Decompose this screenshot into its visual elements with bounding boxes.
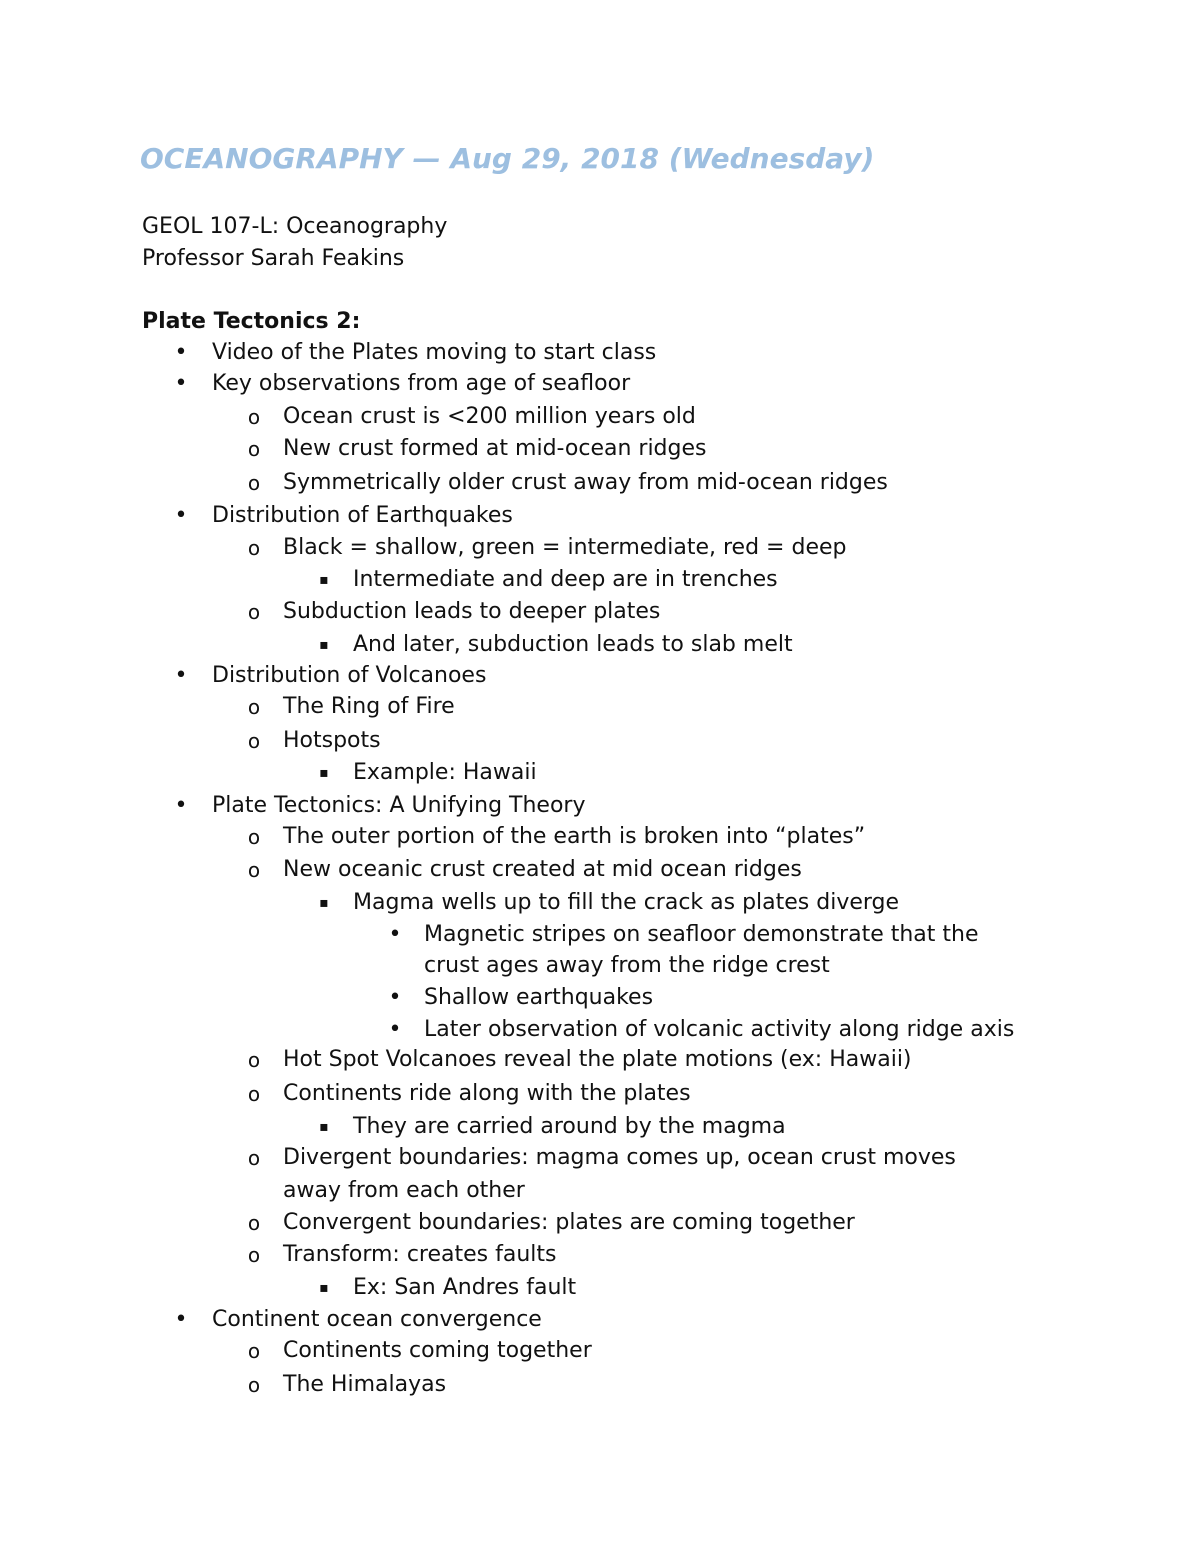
bullet-level-3-icon: ▪	[319, 765, 329, 781]
bullet-level-1-icon: •	[174, 663, 188, 688]
bullet-level-3-icon: ▪	[319, 1280, 329, 1296]
bullet-level-1-icon: •	[174, 371, 188, 396]
section-heading: Plate Tectonics 2:	[142, 309, 361, 334]
list-item-level-4: Shallow earthquakes	[424, 985, 654, 1010]
bullet-level-2-icon: o	[247, 600, 261, 624]
list-item-level-3: Magma wells up to fill the crack as plates diverge	[353, 890, 900, 915]
list-item-level-3: Ex: San Andres fault	[353, 1275, 577, 1300]
list-item-level-2: Symmetrically older crust away from mid-ocean ridges	[283, 470, 888, 495]
professor-name: Professor Sarah Feakins	[142, 246, 405, 271]
list-item-level-1: Continent ocean convergence	[212, 1307, 542, 1332]
list-item-level-2: Divergent boundaries: magma comes up, ocean crust moves	[283, 1145, 956, 1170]
list-item-level-2: Black = shallow, green = intermediate, red = deep	[283, 535, 847, 560]
bullet-level-2-icon: o	[247, 695, 261, 719]
list-item-level-2: New oceanic crust created at mid ocean ridges	[283, 857, 802, 882]
list-item-level-2: Hot Spot Volcanoes reveal the plate motions (ex: Hawaii)	[283, 1047, 912, 1072]
list-item-level-4: Later observation of volcanic activity along ridge axis	[424, 1017, 1015, 1042]
list-item-level-2: Continents coming together	[283, 1338, 592, 1363]
list-item-level-2: away from each other	[283, 1178, 525, 1203]
list-item-level-1: Key observations from age of seafloor	[212, 371, 631, 396]
bullet-level-1-icon: •	[174, 503, 188, 528]
list-item-level-3: Example: Hawaii	[353, 760, 537, 785]
list-item-level-2: Continents ride along with the plates	[283, 1081, 691, 1106]
list-item-level-2: Convergent boundaries: plates are coming together	[283, 1210, 855, 1235]
bullet-level-2-icon: o	[247, 1048, 261, 1072]
bullet-level-2-icon: o	[247, 1211, 261, 1235]
list-item-level-2: Transform: creates faults	[283, 1242, 557, 1267]
list-item-level-2: Hotspots	[283, 728, 381, 753]
bullet-level-4-icon: •	[388, 985, 402, 1010]
bullet-level-2-icon: o	[247, 1243, 261, 1267]
course-name: GEOL 107-L: Oceanography	[142, 214, 448, 239]
bullet-level-2-icon: o	[247, 1339, 261, 1363]
list-item-level-1: Distribution of Earthquakes	[212, 503, 513, 528]
bullet-level-1-icon: •	[174, 340, 188, 365]
bullet-level-1-icon: •	[174, 793, 188, 818]
list-item-level-2: New crust formed at mid-ocean ridges	[283, 436, 707, 461]
bullet-level-1-icon: •	[174, 1307, 188, 1332]
bullet-level-2-icon: o	[247, 1146, 261, 1170]
list-item-level-1: Video of the Plates moving to start class	[212, 340, 657, 365]
bullet-level-3-icon: ▪	[319, 895, 329, 911]
list-item-level-2: The outer portion of the earth is broken into “plates”	[283, 824, 866, 849]
list-item-level-3: And later, subduction leads to slab melt	[353, 632, 793, 657]
bullet-level-3-icon: ▪	[319, 1119, 329, 1135]
bullet-level-3-icon: ▪	[319, 637, 329, 653]
list-item-level-1: Distribution of Volcanoes	[212, 663, 487, 688]
page-title: OCEANOGRAPHY — Aug 29, 2018 (Wednesday)	[140, 142, 875, 175]
list-item-level-2: Subduction leads to deeper plates	[283, 599, 661, 624]
bullet-level-2-icon: o	[247, 471, 261, 495]
bullet-level-4-icon: •	[388, 1017, 402, 1042]
list-item-level-4: Magnetic stripes on seafloor demonstrate that the	[424, 922, 979, 947]
bullet-level-2-icon: o	[247, 536, 261, 560]
list-item-level-1: Plate Tectonics: A Unifying Theory	[212, 793, 586, 818]
list-item-level-2: The Himalayas	[283, 1372, 447, 1397]
list-item-level-3: Intermediate and deep are in trenches	[353, 567, 778, 592]
bullet-level-2-icon: o	[247, 858, 261, 882]
bullet-level-2-icon: o	[247, 1082, 261, 1106]
list-item-level-2: Ocean crust is <200 million years old	[283, 404, 696, 429]
bullet-level-4-icon: •	[388, 922, 402, 947]
list-item-level-3: They are carried around by the magma	[353, 1114, 786, 1139]
bullet-level-2-icon: o	[247, 825, 261, 849]
bullet-level-2-icon: o	[247, 729, 261, 753]
bullet-level-2-icon: o	[247, 437, 261, 461]
list-item-level-2: The Ring of Fire	[283, 694, 455, 719]
bullet-level-2-icon: o	[247, 1373, 261, 1397]
list-item-level-4: crust ages away from the ridge crest	[424, 953, 830, 978]
bullet-level-3-icon: ▪	[319, 572, 329, 588]
bullet-level-2-icon: o	[247, 405, 261, 429]
